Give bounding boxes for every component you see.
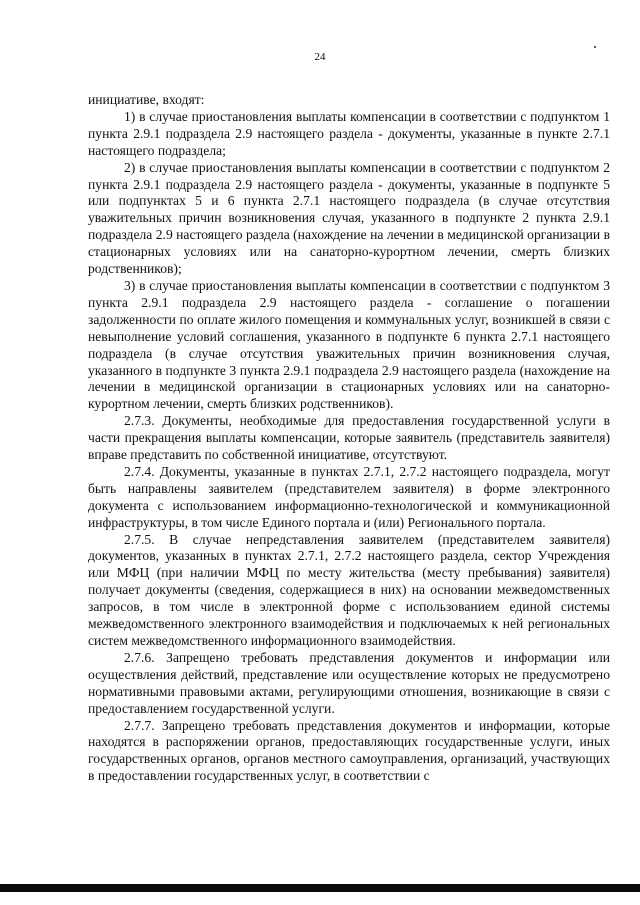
paragraph: инициативе, входят: xyxy=(88,92,205,107)
paragraph: 2.7.3. Документы, необходимые для предоставления государственной услуги в части прекращения выплаты компенсации, которые заявитель (представитель заявителя) вправе представить по собственной инициативе, отсутствуют. xyxy=(88,413,610,463)
scan-bottom-edge xyxy=(0,884,640,892)
paragraph: 1) в случае приостановления выплаты компенсации в соответствии с подпунктом 1 пункта 2.9.1 подраздела 2.9 настоящего раздела - документы, указанные в пункте 2.7.1 настоящего подраздела; xyxy=(88,108,610,158)
page-number: 24 xyxy=(314,51,326,63)
paragraph: 2) в случае приостановления выплаты компенсации в соответствии с подпунктом 2 пункта 2.9.1 подраздела 2.9 настоящего раздела - документы, указанные в подпункте 5 или подпунктах 5 и 6 пункта 2.7.1 настоящего подраздела (в случае отсутствия уважительных причин возникновения случая, указанного в подпункте 2 пункта 2.9.1 подраздела 2.9 настоящего раздела (нахождение на лечении в медицинской организации в стационарных условиях или на санаторно-курортном лечении, смерть близких родственников); xyxy=(88,159,610,277)
paragraph: 2.7.4. Документы, указанные в пунктах 2.7.1, 2.7.2 настоящего подраздела, могут быть направлены заявителем (представителем заявителя) в форме электронного документа с использованием информационно-технологической и коммуникационной инфраструктуры, в том числе Единого портала и (или) Регионального портала. xyxy=(88,463,610,530)
paragraph: 2.7.6. Запрещено требовать представления документов и информации или осуществления действий, представление или осуществление которых не предусмотрено нормативными правовыми актами, регулирующими отношения, возникающие в связи с предоставлением государственной услуги. xyxy=(88,649,610,716)
paragraph: 3) в случае приостановления выплаты компенсации в соответствии с подпунктом 3 пункта 2.9.1 подраздела 2.9 настоящего раздела - соглашение о погашении задолженности по оплате жилого помещения и коммунальных услуг, возникшей в связи с невыполнение условий соглашения, указанного в подпункте 6 пункта 2.7.1 настоящего подраздела (в случае отсутствия уважительных причин возникновения случая, указанного в подпункте 3 пункта 2.9.1 подраздела 2.9 настоящего раздела (нахождение на лечении в медицинской организации в стационарных условиях или на санаторно-курортном лечении, смерть близких родственников). xyxy=(88,277,610,412)
paragraph: 2.7.7. Запрещено требовать представления документов и информации, которые находятся в распоряжении органов, предоставляющих государственные услуги, иных государственных органов, органов местного самоуправления, организаций, участвующих в предоставлении государственных услуг, в соответствии с xyxy=(88,717,610,784)
paragraph: 2.7.5. В случае непредставления заявителем (представителем заявителя) документов, указанных в пунктах 2.7.1, 2.7.2 настоящего раздела, сектор Учреждения или МФЦ (при наличии МФЦ по месту жительства (месту пребывания) заявителя) получает документы (сведения, содержащиеся в них) на основании межведомственных запросов, в том числе в электронной форме с использованием единой системы межведомственного электронного взаимодействия и подключаемых к ней региональных систем межведомственного информационного взаимодействия. xyxy=(88,531,610,648)
scan-speck xyxy=(594,46,596,48)
document-body xyxy=(88,92,610,785)
